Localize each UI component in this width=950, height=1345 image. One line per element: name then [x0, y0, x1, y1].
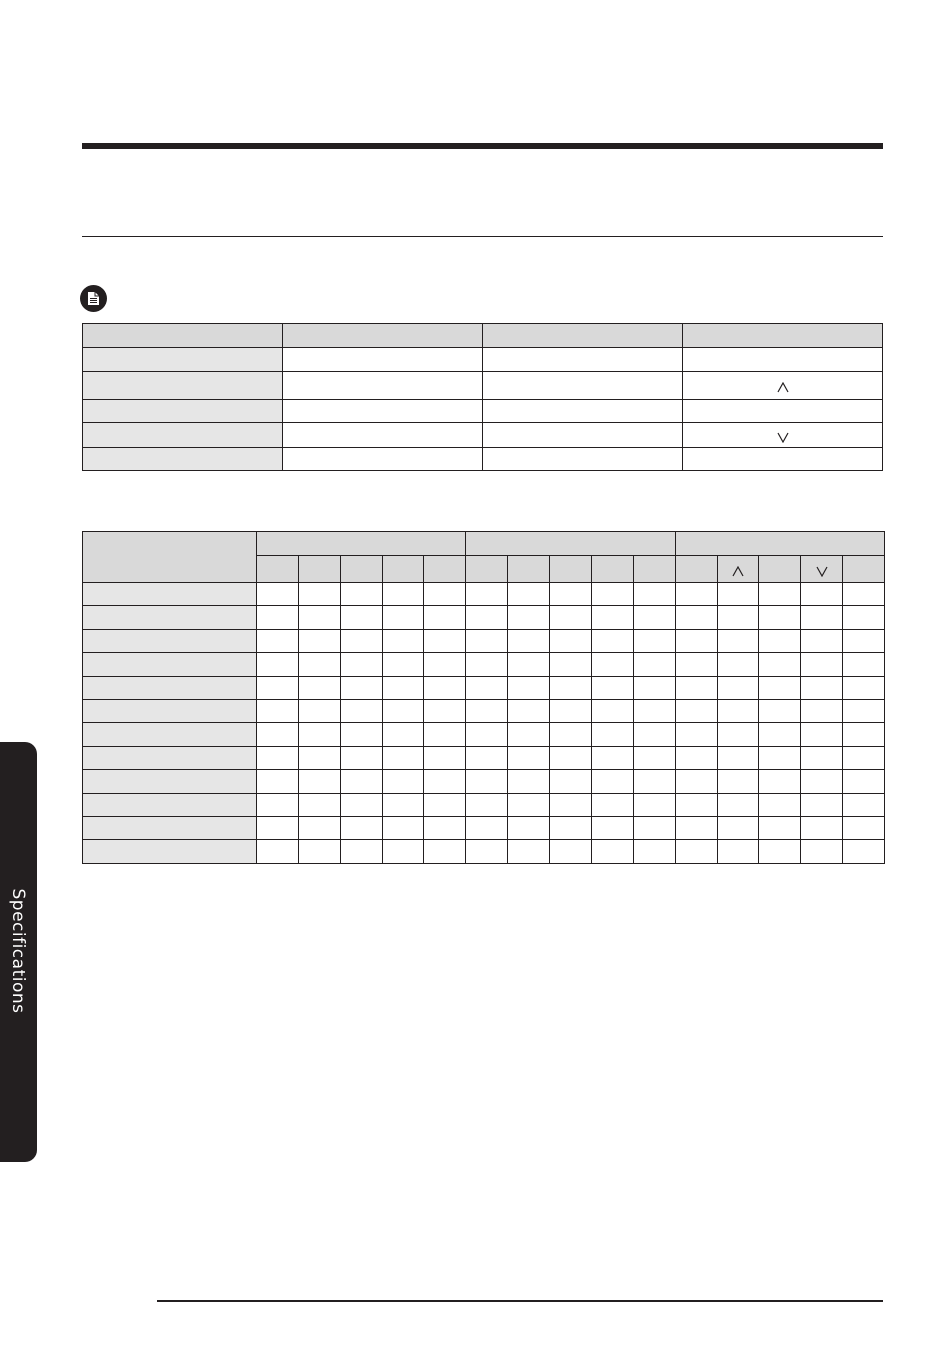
table-row [83, 583, 885, 606]
table-row [83, 793, 885, 816]
table-header-row [83, 324, 883, 348]
note-icon [80, 285, 107, 312]
top-heading-rule [82, 143, 883, 149]
table-row [83, 372, 883, 400]
caret-up-icon [732, 566, 744, 577]
spec-table-a [82, 323, 883, 471]
footer-rule [157, 1300, 883, 1302]
table-row [83, 629, 885, 652]
table-row [83, 770, 885, 793]
caret-down-icon [777, 432, 789, 443]
table-row [83, 400, 883, 423]
table-row [83, 653, 885, 676]
table-row [83, 816, 885, 839]
table-row [83, 448, 883, 471]
caret-up-icon [777, 382, 789, 393]
table-row [83, 676, 885, 699]
side-tab-label: Specifications [8, 888, 28, 1014]
table-row [83, 723, 885, 746]
table-row [83, 840, 885, 863]
spec-table-b [82, 531, 885, 864]
table-row [83, 606, 885, 629]
table-row [83, 746, 885, 769]
table-body [83, 583, 885, 864]
table-row [83, 423, 883, 448]
table-row [83, 348, 883, 372]
table-group-header-row [83, 532, 885, 556]
caret-down-icon [816, 566, 828, 577]
table-row [83, 699, 885, 722]
section-divider [82, 236, 883, 237]
